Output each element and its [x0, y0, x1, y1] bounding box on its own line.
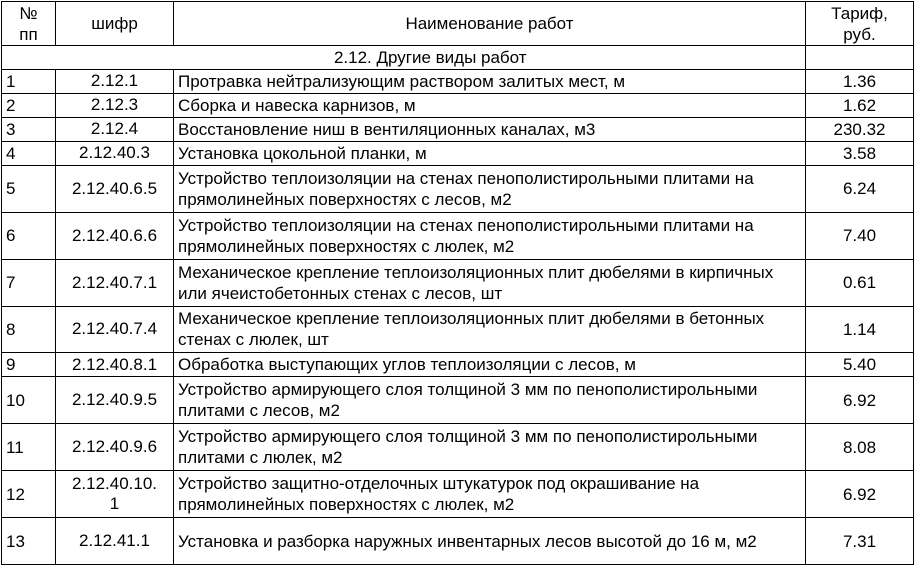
cell-tariff: 6.92 — [806, 471, 914, 518]
cell-name: Устройство теплоизоляции на стенах пенополистирольными плитами на прямолинейных поверхностях с лесов, м2 — [174, 165, 806, 212]
cell-code: 2.12.1 — [56, 69, 174, 93]
table-row — [2, 471, 914, 518]
table-row — [2, 306, 914, 353]
cell-code: 2.12.40.7.4 — [56, 306, 174, 353]
cell-tariff: 6.92 — [806, 377, 914, 424]
cell-tariff: 230.32 — [806, 117, 914, 141]
cell-num: 11 — [2, 424, 56, 471]
cell-name: Устройство армирующего слоя толщиной 3 мм по пенополистирольными плитами с люлек, м2 — [174, 424, 806, 471]
cell-num: 4 — [2, 141, 56, 165]
cell-num: 1 — [2, 69, 56, 93]
cell-name: Устройство армирующего слоя толщиной 3 мм по пенополистирольными плитами с лесов, м2 — [174, 377, 806, 424]
table-row — [2, 141, 914, 165]
cell-code: 2.12.40.7.1 — [56, 259, 174, 306]
cell-code: 2.12.40.9.6 — [56, 424, 174, 471]
cell-num: 9 — [2, 353, 56, 377]
header-tariff: Тариф, руб. — [806, 2, 914, 46]
table-row — [2, 93, 914, 117]
cell-code: 2.12.40.3 — [56, 141, 174, 165]
cell-num: 3 — [2, 117, 56, 141]
table-row — [2, 117, 914, 141]
cell-name: Механическое крепление теплоизоляционных плит дюбелями в бетонных стенах с люлек, шт — [174, 306, 806, 353]
table-row — [2, 353, 914, 377]
table-row — [2, 377, 914, 424]
table-row — [2, 212, 914, 259]
table-row — [2, 259, 914, 306]
cell-name: Установка цокольной планки, м — [174, 141, 806, 165]
cell-name: Обработка выступающих углов теплоизоляции с лесов, м — [174, 353, 806, 377]
cell-tariff: 8.08 — [806, 424, 914, 471]
cell-name: Механическое крепление теплоизоляционных плит дюбелями в кирпичных или ячеистобетонных стенах с лесов, шт — [174, 259, 806, 306]
cell-name: Установка и разборка наружных инвентарных лесов высотой до 16 м, м2 — [174, 518, 806, 565]
cell-code: 2.12.4 — [56, 117, 174, 141]
cell-tariff: 0.61 — [806, 259, 914, 306]
cell-name: Устройство защитно-отделочных штукатурок под окрашивание на прямолинейных поверхностях с люлек, м2 — [174, 471, 806, 518]
cell-num: 7 — [2, 259, 56, 306]
table-row — [2, 518, 914, 565]
table-row — [2, 424, 914, 471]
cell-code: 2.12.41.1 — [56, 518, 174, 565]
cell-tariff: 1.36 — [806, 69, 914, 93]
cell-tariff: 1.62 — [806, 93, 914, 117]
cell-num: 2 — [2, 93, 56, 117]
cell-code: 2.12.40.8.1 — [56, 353, 174, 377]
header-num: № пп — [2, 2, 56, 46]
table-row — [2, 69, 914, 93]
cell-tariff: 7.40 — [806, 212, 914, 259]
cell-num: 12 — [2, 471, 56, 518]
cell-num: 13 — [2, 518, 56, 565]
cell-name: Восстановление ниш в вентиляционных каналах, м3 — [174, 117, 806, 141]
cell-code: 2.12.3 — [56, 93, 174, 117]
header-name: Наименование работ — [174, 2, 806, 46]
section-cell-left — [2, 46, 56, 70]
cell-tariff: 5.40 — [806, 353, 914, 377]
cell-name: Протравка нейтрализующим раствором залитых мест, м — [174, 69, 806, 93]
cell-code: 2.12.40.9.5 — [56, 377, 174, 424]
cell-name: Устройство теплоизоляции на стенах пенополистирольными плитами на прямолинейных поверхностях с люлек, м2 — [174, 212, 806, 259]
cell-tariff: 7.31 — [806, 518, 914, 565]
cell-num: 6 — [2, 212, 56, 259]
cell-num: 5 — [2, 165, 56, 212]
section-cell-right — [806, 46, 914, 70]
header-code: шифр — [56, 2, 174, 46]
cell-tariff: 6.24 — [806, 165, 914, 212]
table-row — [2, 165, 914, 212]
cell-code: 2.12.40.6.5 — [56, 165, 174, 212]
cell-tariff: 1.14 — [806, 306, 914, 353]
cell-num: 10 — [2, 377, 56, 424]
cell-code: 2.12.40.10. 1 — [56, 471, 174, 518]
section-title: 2.12. Другие виды работ — [56, 46, 806, 70]
cell-code: 2.12.40.6.6 — [56, 212, 174, 259]
cell-num: 8 — [2, 306, 56, 353]
tariff-table — [1, 1, 914, 565]
cell-tariff: 3.58 — [806, 141, 914, 165]
cell-name: Сборка и навеска карнизов, м — [174, 93, 806, 117]
